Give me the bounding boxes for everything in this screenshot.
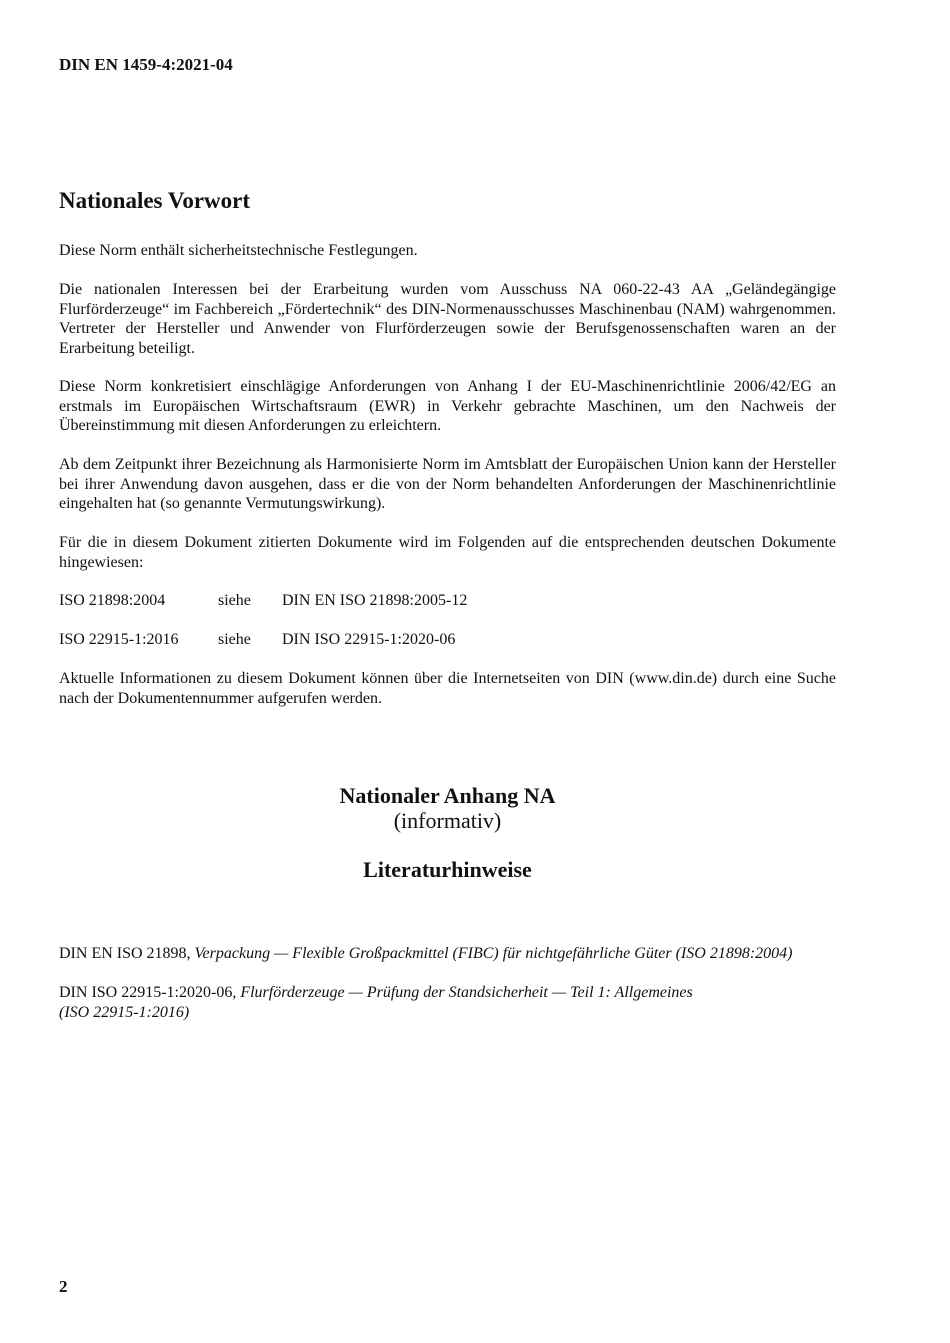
page-number: 2 [59, 1277, 68, 1296]
paragraph: Diese Norm konkretisiert einschlägige Anforderungen von Anhang I der EU-Maschinenrichtlinie 2006/42/EG an erstmals im Europäischen Wirtschaftsraum (EWR) in Verkehr gebrachte Maschinen, um den Nachweis der Übereinstimmung mit diesen Anforderungen zu erleichtern. [59, 378, 836, 434]
paragraph: Aktuelle Informationen zu diesem Dokument können über die Internetseiten von DIN (www.din.de) durch eine Suche nach der Dokumentennummer aufgerufen werden. [59, 670, 836, 707]
see-label: siehe [218, 592, 251, 609]
paragraph: Die nationalen Interessen bei der Erarbeitung wurden vom Ausschuss NA 060-22-43 AA „Geländegängige Flurförderzeuge“ im Fachbereich „Fördertechnik“ des DIN-Normenausschusses Maschinenbau (NAM) wahrgenommen. Vertreter der Hersteller und Anwender von Flurförderzeugen sowie der Berufsgenossenschaften waren an der Erarbeitung beteiligt. [59, 281, 836, 357]
entry-title-cont: (ISO 22915-1:2016) [59, 1003, 190, 1021]
paragraph: Diese Norm enthält sicherheitstechnische Festlegungen. [59, 242, 418, 259]
iso-ref: ISO 22915-1:2016 [59, 631, 179, 648]
entry-title: Flurförderzeuge — Prüfung der Standsicherheit — Teil 1: Allgemeines [240, 984, 693, 1001]
annex-title: Nationaler Anhang NA [339, 783, 556, 808]
entry-ref: DIN ISO 22915-1:2020-06, [59, 984, 241, 1001]
section-title: Nationales Vorwort [59, 188, 251, 213]
bibliography-heading: Literaturhinweise [363, 857, 532, 882]
din-ref: DIN ISO 22915-1:2020-06 [282, 631, 456, 648]
reference-row [59, 630, 836, 650]
entry-ref: DIN EN ISO 21898, [59, 945, 195, 962]
iso-ref: ISO 21898:2004 [59, 592, 166, 609]
din-ref: DIN EN ISO 21898:2005-12 [282, 592, 468, 609]
bibliography-entry [59, 944, 836, 964]
annex-subtitle: (informativ) [393, 808, 502, 833]
see-label: siehe [218, 631, 251, 648]
paragraph: Ab dem Zeitpunkt ihrer Bezeichnung als Harmonisierte Norm im Amtsblatt der Europäischen Union kann der Hersteller bei ihrer Anwendung davon ausgehen, dass er die von der Norm behandelten Anforderungen der Maschinenrichtlinie eingehalten hat (so genannte Vermutungswirkung). [59, 456, 836, 512]
reference-row [59, 591, 836, 611]
paragraph: Für die in diesem Dokument zitierten Dokumente wird im Folgenden auf die entsprechenden deutschen Dokumente hingewiesen: [59, 534, 836, 571]
document-header: DIN EN 1459-4:2021-04 [59, 55, 233, 74]
bibliography-entry [59, 983, 836, 1022]
entry-title: Verpackung — Flexible Großpackmittel (FIBC) für nichtgefährliche Güter (ISO 21898:2004) [194, 945, 793, 962]
